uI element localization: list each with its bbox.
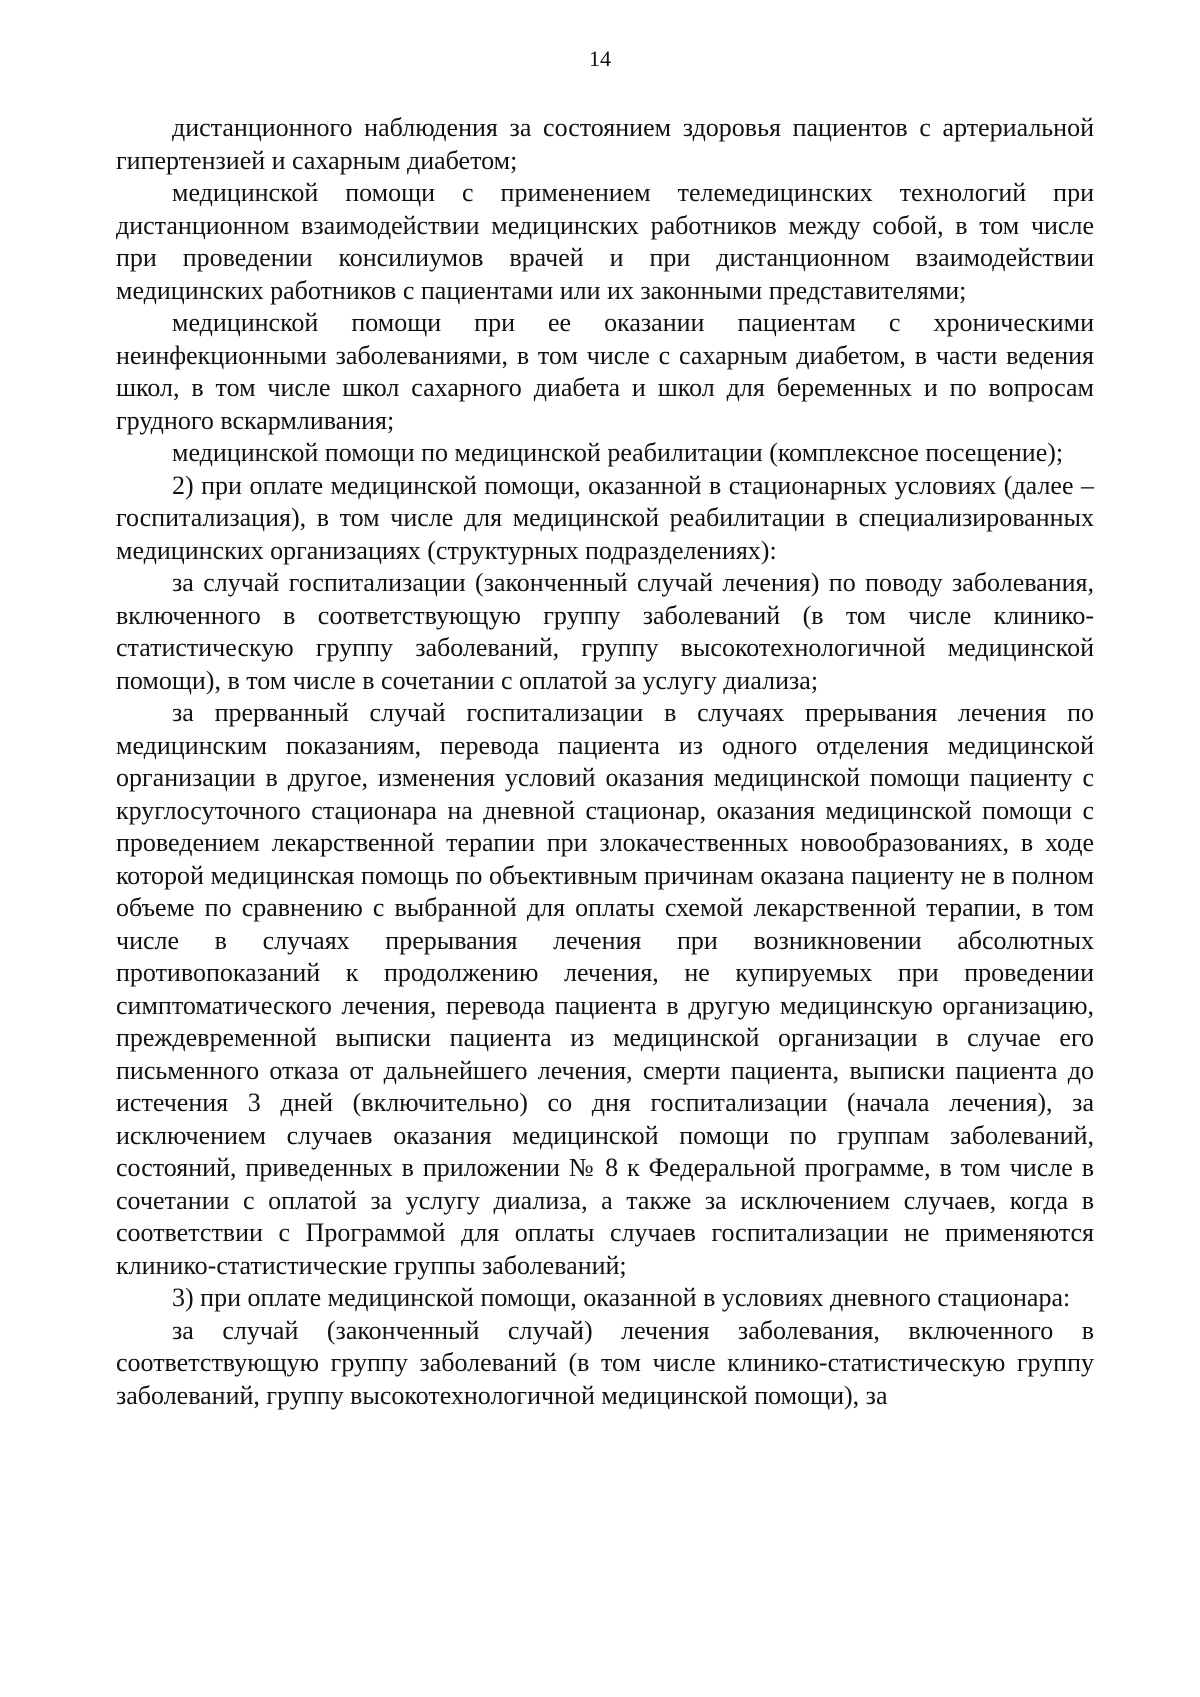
- paragraph-chronic-diseases-schools: медицинской помощи при ее оказании пациентам с хроническими неинфекционными заболеваниями, в том числе с сахарным диабетом, в части ведения школ, в том числе школ сахарного диабета и школ для беременных и по вопросам грудного вскармливания;: [116, 308, 1094, 435]
- document-body: [116, 112, 1094, 1412]
- paragraph-rehabilitation-visit: медицинской помощи по медицинской реабилитации (комплексное посещение);: [172, 438, 1064, 467]
- paragraph-inpatient-payment: 2) при оплате медицинской помощи, оказанной в стационарных условиях (далее – госпитализация), в том числе для медицинской реабилитации в специализированных медицинских организациях (структурных подразделениях):: [116, 470, 1094, 565]
- paragraph-telemedicine: медицинской помощи с применением телемедицинских технологий при дистанционном взаимодействии медицинских работников между собой, в том числе при проведении консилиумов врачей и при дистанционном взаимодействии медицинских работников с пациентами или их законными представителями;: [116, 178, 1094, 305]
- paragraph-day-hospital-payment: 3) при оплате медицинской помощи, оказанной в условиях дневного стационара:: [172, 1283, 1071, 1312]
- page-number: 14: [589, 46, 611, 71]
- paragraph-hospitalization-case: за случай госпитализации (законченный случай лечения) по поводу заболевания, включенного в соответствующую группу заболеваний (в том числе клинико-статистическую группу заболеваний, группу высокотехнологичной медицинской помощи), в том числе в сочетании с оплатой за услугу диализа;: [116, 568, 1094, 695]
- paragraph-interrupted-hospitalization: за прерванный случай госпитализации в случаях прерывания лечения по медицинским показаниям, перевода пациента из одного отделения медицинской организации в другое, изменения условий оказания медицинской помощи пациенту с круглосуточного стационара на дневной стационар, оказания медицинской помощи с проведением лекарственной терапии при злокачественных новообразованиях, в ходе которой медицинская помощь по объективным причинам оказана пациенту не в полном объеме по сравнению с выбранной для оплаты схемой лекарственной терапии, в том числе в случаях прерывания лечения при возникновении абсолютных противопоказаний к продолжению лечения, не купируемых при проведении симптоматического лечения, перевода пациента в другую медицинскую организацию, преждевременной выписки пациента из медицинской организации в случае его письменного отказа от дальнейшего лечения, смерти пациента, выписки пациента до истечения 3 дней (включительно) со дня госпитализации (начала лечения), за исключением случаев оказания медицинской помощи по группам заболеваний, состояний, приведенных в приложении № 8 к Федеральной программе, в том числе в сочетании с оплатой за услугу диализа, а также за исключением случаев, когда в соответствии с Программой для оплаты случаев госпитализации не применяются клинико-статистические группы заболеваний;: [116, 698, 1094, 1280]
- paragraph-day-hospital-case: за случай (законченный случай) лечения заболевания, включенного в соответствующую группу заболеваний (в том числе клинико-статистическую группу заболеваний, группу высокотехнологичной медицинской помощи), за: [116, 1315, 1094, 1410]
- paragraph-remote-monitoring: дистанционного наблюдения за состоянием здоровья пациентов с артериальной гипертензией и сахарным диабетом;: [116, 113, 1094, 175]
